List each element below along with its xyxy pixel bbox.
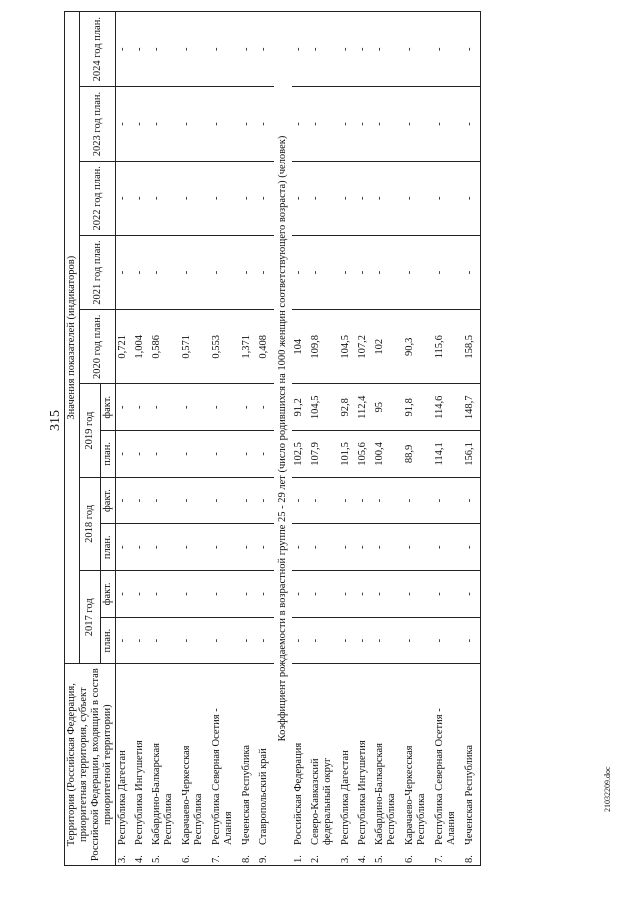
value-cell: - bbox=[403, 477, 433, 524]
value-cell: - bbox=[257, 524, 274, 571]
territory-cell bbox=[403, 664, 433, 866]
value-cell: - bbox=[116, 87, 134, 161]
value-cell: - bbox=[210, 161, 240, 235]
territory-name: Чеченская Республика bbox=[464, 744, 476, 845]
value-cell: 105,6 bbox=[356, 431, 373, 478]
value-cell: 104 bbox=[292, 310, 309, 384]
row-number: 3. bbox=[340, 855, 352, 863]
table-row bbox=[356, 12, 373, 866]
plan-header: план. bbox=[101, 431, 116, 478]
territory-cell bbox=[433, 664, 463, 866]
plan-header: план. bbox=[101, 524, 116, 571]
value-cell: - bbox=[257, 12, 274, 87]
value-cell: 112,4 bbox=[356, 384, 373, 431]
value-cell: - bbox=[210, 87, 240, 161]
value-cell: - bbox=[240, 87, 257, 161]
value-cell: - bbox=[210, 524, 240, 571]
value-cell: - bbox=[292, 12, 309, 87]
value-cell: 92,8 bbox=[339, 384, 356, 431]
value-cell: - bbox=[240, 431, 257, 478]
row-number: 6. bbox=[181, 855, 193, 863]
table-header bbox=[65, 12, 116, 866]
territory-name: Чеченская Республика bbox=[241, 744, 253, 845]
value-cell: - bbox=[150, 524, 180, 571]
value-cell: - bbox=[373, 617, 403, 664]
value-cell: - bbox=[356, 571, 373, 618]
value-cell: - bbox=[292, 235, 309, 309]
territory-name: Северо-Кавказский федеральный округ bbox=[310, 757, 334, 845]
territory-cell bbox=[180, 664, 210, 866]
value-cell: 91,8 bbox=[403, 384, 433, 431]
value-cell: - bbox=[373, 235, 403, 309]
values-group-header: Значения показателей (индикаторов) bbox=[65, 12, 80, 664]
table-row bbox=[463, 12, 481, 866]
territory-cell bbox=[309, 664, 339, 866]
value-cell: - bbox=[180, 571, 210, 618]
plan-header: план. bbox=[101, 617, 116, 664]
year-2017-header: 2017 год bbox=[80, 571, 101, 664]
value-cell: 0,553 bbox=[210, 310, 240, 384]
row-number: 8. bbox=[241, 855, 253, 863]
value-cell: 100,4 bbox=[373, 431, 403, 478]
value-cell: - bbox=[257, 477, 274, 524]
value-cell: - bbox=[116, 571, 134, 618]
value-cell: - bbox=[403, 12, 433, 87]
value-cell: - bbox=[257, 384, 274, 431]
value-cell: - bbox=[257, 617, 274, 664]
value-cell: 107,2 bbox=[356, 310, 373, 384]
value-cell: - bbox=[240, 571, 257, 618]
value-cell: 88,9 bbox=[403, 431, 433, 478]
value-cell: - bbox=[150, 87, 180, 161]
value-cell: 90,3 bbox=[403, 310, 433, 384]
row-number: 3. bbox=[117, 855, 129, 863]
value-cell: - bbox=[180, 161, 210, 235]
value-cell: - bbox=[116, 235, 134, 309]
year-2019-header: 2019 год bbox=[80, 384, 101, 477]
value-cell: 95 bbox=[373, 384, 403, 431]
table-row bbox=[403, 12, 433, 866]
value-cell: - bbox=[309, 571, 339, 618]
value-cell: - bbox=[339, 87, 356, 161]
value-cell: - bbox=[210, 235, 240, 309]
value-cell: 107,9 bbox=[309, 431, 339, 478]
value-cell: - bbox=[133, 617, 150, 664]
value-cell: - bbox=[180, 617, 210, 664]
territory-name: Ставропольский край bbox=[258, 748, 270, 845]
value-cell: - bbox=[257, 571, 274, 618]
value-cell: - bbox=[309, 477, 339, 524]
value-cell: 104,5 bbox=[339, 310, 356, 384]
territory-name: Карачаево-Черкесская Республика bbox=[404, 745, 428, 845]
value-cell: - bbox=[463, 235, 481, 309]
value-cell: - bbox=[240, 477, 257, 524]
value-cell: - bbox=[150, 617, 180, 664]
value-cell: - bbox=[433, 571, 463, 618]
value-cell: - bbox=[292, 161, 309, 235]
value-cell: - bbox=[240, 161, 257, 235]
value-cell: - bbox=[150, 571, 180, 618]
value-cell: - bbox=[292, 524, 309, 571]
table-row bbox=[373, 12, 403, 866]
value-cell: - bbox=[433, 161, 463, 235]
value-cell: 104,5 bbox=[309, 384, 339, 431]
value-cell: 0,571 bbox=[180, 310, 210, 384]
value-cell: - bbox=[373, 477, 403, 524]
value-cell: - bbox=[133, 431, 150, 478]
value-cell: - bbox=[150, 384, 180, 431]
value-cell: - bbox=[180, 384, 210, 431]
value-cell: - bbox=[133, 235, 150, 309]
value-cell: - bbox=[150, 477, 180, 524]
value-cell: - bbox=[210, 571, 240, 618]
value-cell: - bbox=[180, 235, 210, 309]
value-cell: - bbox=[292, 87, 309, 161]
value-cell: - bbox=[240, 384, 257, 431]
value-cell: 114,1 bbox=[433, 431, 463, 478]
value-cell: - bbox=[463, 12, 481, 87]
value-cell: 158,5 bbox=[463, 310, 481, 384]
territory-cell bbox=[240, 664, 257, 866]
value-cell: - bbox=[257, 87, 274, 161]
value-cell: - bbox=[433, 87, 463, 161]
row-number: 6. bbox=[404, 855, 416, 863]
value-cell: - bbox=[339, 161, 356, 235]
value-cell: - bbox=[240, 235, 257, 309]
table-body bbox=[116, 12, 481, 866]
territory-cell bbox=[210, 664, 240, 866]
territory-cell bbox=[292, 664, 309, 866]
table-row bbox=[257, 12, 274, 866]
table-row bbox=[433, 12, 463, 866]
territory-name: Республика Дагестан bbox=[340, 750, 352, 845]
value-cell: - bbox=[150, 235, 180, 309]
value-cell: - bbox=[339, 524, 356, 571]
year-2023-plan-header: 2023 год план. bbox=[80, 87, 116, 161]
value-cell: - bbox=[356, 12, 373, 87]
territory-name: Республика Северная Осетия - Алания bbox=[434, 708, 458, 845]
value-cell: - bbox=[292, 477, 309, 524]
value-cell: - bbox=[433, 235, 463, 309]
territory-cell bbox=[133, 664, 150, 866]
value-cell: - bbox=[180, 524, 210, 571]
value-cell: - bbox=[292, 571, 309, 618]
value-cell: - bbox=[403, 524, 433, 571]
value-cell: - bbox=[180, 87, 210, 161]
row-number: 7. bbox=[434, 855, 446, 863]
territory-name: Кабардино-Балкарская Республика bbox=[151, 743, 175, 845]
year-2021-plan-header: 2021 год план. bbox=[80, 235, 116, 309]
value-cell: 1,371 bbox=[240, 310, 257, 384]
territory-cell bbox=[339, 664, 356, 866]
table-row bbox=[292, 12, 309, 866]
value-cell: - bbox=[403, 235, 433, 309]
value-cell: - bbox=[240, 12, 257, 87]
value-cell: - bbox=[463, 524, 481, 571]
value-cell: - bbox=[373, 12, 403, 87]
value-cell: - bbox=[433, 524, 463, 571]
value-cell: - bbox=[210, 384, 240, 431]
territory-name: Республика Ингушетия bbox=[134, 740, 146, 845]
value-cell: - bbox=[210, 431, 240, 478]
value-cell: - bbox=[339, 571, 356, 618]
value-cell: - bbox=[116, 12, 134, 87]
territory-header: Территория (Российская Федерация, приоритетная территория, субъект Российской Федерации, входящий в состав приоритетной территории) bbox=[65, 664, 116, 866]
territory-cell bbox=[373, 664, 403, 866]
value-cell: - bbox=[116, 161, 134, 235]
value-cell: 109,8 bbox=[309, 310, 339, 384]
value-cell: 156,1 bbox=[463, 431, 481, 478]
fact-header: факт. bbox=[101, 477, 116, 524]
table-row bbox=[240, 12, 257, 866]
value-cell: - bbox=[339, 235, 356, 309]
value-cell: - bbox=[116, 431, 134, 478]
year-2020-plan-header: 2020 год план. bbox=[80, 310, 116, 384]
table-row bbox=[210, 12, 240, 866]
value-cell: - bbox=[309, 87, 339, 161]
value-cell: - bbox=[373, 571, 403, 618]
section-title: Коэффициент рождаемости в возрастной группе 25 - 29 лет (число родившихся на 1000 женщин соответствующего возраста) (человек) bbox=[274, 12, 292, 866]
value-cell: - bbox=[463, 571, 481, 618]
value-cell: - bbox=[116, 384, 134, 431]
territory-name: Республика Ингушетия bbox=[357, 740, 369, 845]
value-cell: - bbox=[463, 617, 481, 664]
table-row bbox=[150, 12, 180, 866]
value-cell: - bbox=[150, 12, 180, 87]
value-cell: - bbox=[309, 617, 339, 664]
value-cell: 102 bbox=[373, 310, 403, 384]
value-cell: - bbox=[240, 617, 257, 664]
value-cell: 148,7 bbox=[463, 384, 481, 431]
value-cell: - bbox=[339, 617, 356, 664]
territory-name: Республика Северная Осетия - Алания bbox=[211, 708, 235, 845]
value-cell: 115,6 bbox=[433, 310, 463, 384]
rotated-table-container bbox=[64, 11, 574, 866]
indicators-table bbox=[64, 11, 481, 866]
territory-cell bbox=[116, 664, 134, 866]
value-cell: - bbox=[257, 235, 274, 309]
value-cell: - bbox=[180, 431, 210, 478]
value-cell: - bbox=[133, 477, 150, 524]
value-cell: - bbox=[356, 235, 373, 309]
value-cell: - bbox=[292, 617, 309, 664]
row-number: 4. bbox=[357, 855, 369, 863]
value-cell: 102,5 bbox=[292, 431, 309, 478]
value-cell: - bbox=[210, 12, 240, 87]
value-cell: 0,721 bbox=[116, 310, 134, 384]
row-number: 7. bbox=[211, 855, 223, 863]
value-cell: - bbox=[463, 477, 481, 524]
value-cell: - bbox=[403, 617, 433, 664]
table-row bbox=[309, 12, 339, 866]
year-2018-header: 2018 год bbox=[80, 477, 101, 570]
value-cell: - bbox=[403, 87, 433, 161]
value-cell: - bbox=[356, 477, 373, 524]
section-row bbox=[274, 12, 292, 866]
territory-cell bbox=[257, 664, 274, 866]
value-cell: - bbox=[210, 477, 240, 524]
value-cell: 101,5 bbox=[339, 431, 356, 478]
table-row bbox=[133, 12, 150, 866]
value-cell: - bbox=[356, 617, 373, 664]
value-cell: - bbox=[463, 87, 481, 161]
value-cell: - bbox=[150, 431, 180, 478]
row-number: 5. bbox=[374, 855, 386, 863]
value-cell: - bbox=[180, 477, 210, 524]
territory-name: Карачаево-Черкесская Республика bbox=[181, 745, 205, 845]
value-cell: - bbox=[309, 524, 339, 571]
value-cell: - bbox=[356, 87, 373, 161]
territory-cell bbox=[150, 664, 180, 866]
value-cell: - bbox=[339, 12, 356, 87]
document-file-code: 21032209.doc bbox=[603, 766, 612, 812]
year-2024-plan-header: 2024 год план. bbox=[80, 12, 116, 87]
row-number: 5. bbox=[151, 855, 163, 863]
value-cell: - bbox=[116, 617, 134, 664]
value-cell: - bbox=[463, 161, 481, 235]
territory-name: Кабардино-Балкарская Республика bbox=[374, 743, 398, 845]
value-cell: - bbox=[373, 161, 403, 235]
value-cell: - bbox=[133, 524, 150, 571]
territory-name: Республика Дагестан bbox=[117, 750, 129, 845]
value-cell: 0,408 bbox=[257, 310, 274, 384]
fact-header: факт. bbox=[101, 384, 116, 431]
value-cell: 1,004 bbox=[133, 310, 150, 384]
territory-name: Российская Федерация bbox=[293, 742, 305, 845]
value-cell: - bbox=[180, 12, 210, 87]
value-cell: 91,2 bbox=[292, 384, 309, 431]
year-2022-plan-header: 2022 год план. bbox=[80, 161, 116, 235]
value-cell: - bbox=[309, 12, 339, 87]
value-cell: - bbox=[133, 12, 150, 87]
row-number: 8. bbox=[464, 855, 476, 863]
table-row bbox=[339, 12, 356, 866]
value-cell: - bbox=[356, 161, 373, 235]
value-cell: - bbox=[210, 617, 240, 664]
value-cell: - bbox=[373, 524, 403, 571]
value-cell: 114,6 bbox=[433, 384, 463, 431]
value-cell: - bbox=[403, 161, 433, 235]
value-cell: - bbox=[373, 87, 403, 161]
territory-cell bbox=[463, 664, 481, 866]
value-cell: - bbox=[133, 87, 150, 161]
row-number: 1. bbox=[293, 855, 305, 863]
territory-cell bbox=[356, 664, 373, 866]
value-cell: 0,586 bbox=[150, 310, 180, 384]
page-number: 315 bbox=[48, 410, 63, 431]
value-cell: - bbox=[433, 477, 463, 524]
value-cell: - bbox=[433, 617, 463, 664]
value-cell: - bbox=[240, 524, 257, 571]
fact-header: факт. bbox=[101, 571, 116, 618]
value-cell: - bbox=[433, 12, 463, 87]
value-cell: - bbox=[116, 524, 134, 571]
value-cell: - bbox=[309, 161, 339, 235]
value-cell: - bbox=[150, 161, 180, 235]
row-number: 2. bbox=[310, 855, 322, 863]
value-cell: - bbox=[403, 571, 433, 618]
value-cell: - bbox=[116, 477, 134, 524]
value-cell: - bbox=[257, 431, 274, 478]
row-number: 9. bbox=[258, 855, 270, 863]
value-cell: - bbox=[133, 161, 150, 235]
value-cell: - bbox=[257, 161, 274, 235]
value-cell: - bbox=[309, 235, 339, 309]
row-number: 4. bbox=[134, 855, 146, 863]
value-cell: - bbox=[356, 524, 373, 571]
value-cell: - bbox=[133, 384, 150, 431]
value-cell: - bbox=[339, 477, 356, 524]
table-row bbox=[116, 12, 134, 866]
table-row bbox=[180, 12, 210, 866]
value-cell: - bbox=[133, 571, 150, 618]
